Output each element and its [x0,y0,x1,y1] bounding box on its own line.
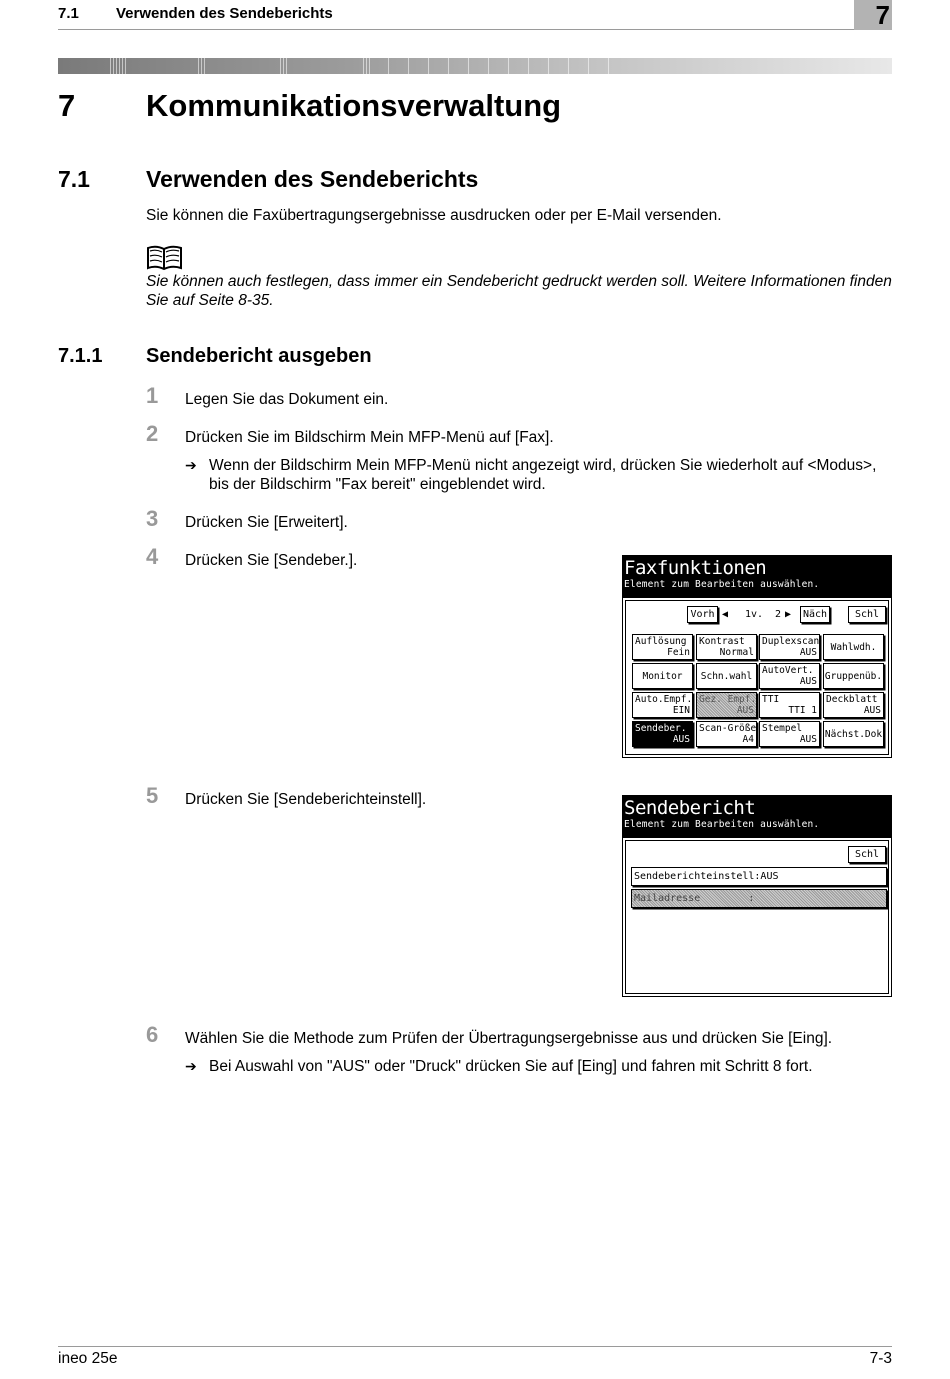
step-6-number: 6 [146,1022,159,1047]
contrast-button[interactable] [696,634,757,660]
step-6-subtext: Bei Auswahl von "AUS" oder "Druck" drücken Sie auf [Eing] und fahren mit Schritt 8 fort. [209,1058,813,1075]
step-2-subtext-line-1: Wenn der Bildschirm Mein MFP-Menü nicht angezeigt wird, drücken Sie wiederholt auf <Modus>, [209,457,877,474]
step-6-arrow: ➔ [185,1058,197,1074]
page-indicator: 1v. [745,609,764,620]
report-setting-row[interactable]: Sendeberichteinstell:AUS [631,867,887,886]
step-5-text: Drücken Sie [Sendeberichteinstell]. [185,791,427,808]
section-intro: Sie können die Faxübertragungsergebnisse ausdrucken oder per E-Mail versenden. [146,207,722,224]
redial-label: Wahlwdh. [830,642,877,653]
cover-sheet-label: Deckblatt [826,694,878,705]
left-triangle-icon: ◀ [722,609,729,620]
footer-page-number: 7-3 [869,1350,892,1367]
footer-divider [58,1346,892,1347]
auto-reduce-button[interactable] [759,663,820,689]
step-1-number: 1 [146,383,159,408]
screen-title: Faxfunktionen [624,557,767,579]
step-2-subtext [209,456,899,494]
duplex-scan-value: AUS [799,647,817,658]
speed-dial-button[interactable] [696,663,757,689]
auto-receive-label: Auto.Empf. [635,694,693,705]
note-line-2: Sie auf Seite 8-35. [146,292,274,309]
auto-reduce-label: AutoVert. [762,665,814,676]
running-header-number: 7.1 [58,5,79,22]
screen-subtitle: Element zum Bearbeiten auswählen. [624,579,820,590]
next-page-button[interactable]: Näch [800,606,830,623]
transmission-report-value: AUS [672,734,690,745]
duplex-scan-button[interactable] [759,634,820,660]
resolution-button[interactable] [632,634,693,660]
step-2-subtext-line-2: bis der Bildschirm "Fax bereit" eingeblendet wird. [209,476,546,493]
mail-address-row: Mailadresse : [631,889,887,908]
next-document-button[interactable] [823,721,884,747]
contrast-label: Kontrast [699,636,745,647]
prev-page-button[interactable]: Vorh [687,606,718,623]
note-text [146,272,896,310]
polling-receive-label: Gez. Empf. [699,694,757,705]
group-transmission-label: Gruppenüb. [824,671,883,682]
tti-button[interactable] [759,692,820,718]
group-transmission-button[interactable] [823,663,884,689]
resolution-label: Auflösung [635,636,687,647]
transmission-report-label: Sendeber. [635,723,687,734]
transmission-report-screen [622,795,892,997]
auto-receive-value: EIN [672,705,690,716]
stamp-value: AUS [799,734,817,745]
book-icon [146,244,183,271]
scan-size-label: Scan-Größe [699,723,757,734]
step-1-text: Legen Sie das Dokument ein. [185,391,389,408]
contrast-value: Normal [719,647,754,658]
right-triangle-icon: ▶ [785,609,792,620]
polling-receive-button [696,692,757,718]
transmission-report-button[interactable] [632,721,693,747]
screen-subtitle: Element zum Bearbeiten auswählen. [624,819,820,830]
polling-receive-value: AUS [736,705,754,716]
auto-receive-button[interactable] [632,692,693,718]
scan-size-button[interactable] [696,721,757,747]
step-4-number: 4 [146,544,159,569]
monitor-label: Monitor [642,671,683,682]
decorative-bar [58,58,892,74]
monitor-button[interactable] [632,663,693,689]
footer-product: ineo 25e [58,1350,118,1367]
stamp-label: Stempel [762,723,803,734]
step-2-number: 2 [146,421,159,446]
section-title: Verwenden des Sendeberichts [146,166,479,192]
subsection-title: Sendebericht ausgeben [146,345,372,367]
step-2-text: Drücken Sie im Bildschirm Mein MFP-Menü auf [Fax]. [185,429,554,446]
tti-value: TTI 1 [788,705,817,716]
note-line-1: Sie können auch festlegen, dass immer ein Sendebericht gedruckt werden soll. Weitere Informationen finden [146,273,892,290]
step-2-arrow: ➔ [185,457,197,473]
screen-header [623,556,891,598]
chapter-title: Kommunikationsverwaltung [146,88,562,123]
chapter-number: 7 [58,88,76,123]
running-header [58,0,892,30]
screen-title: Sendebericht [624,797,756,819]
chapter-tab [854,0,892,30]
auto-reduce-value: AUS [799,676,817,687]
step-5-number: 5 [146,783,159,808]
speed-dial-label: Schn.wahl [700,671,753,682]
page-total: 2 [775,609,782,620]
resolution-value: Fein [667,647,690,658]
screen-header [623,796,891,838]
step-4-text: Drücken Sie [Sendeber.]. [185,552,358,569]
step-6-text: Wählen Sie die Methode zum Prüfen der Übertragungsergebnisse aus und drücken Sie [Eing]. [185,1030,833,1047]
step-3-text: Drücken Sie [Erweitert]. [185,514,348,531]
tti-label: TTI [762,694,780,705]
stamp-button[interactable] [759,721,820,747]
fax-functions-screen [622,555,892,758]
section-number: 7.1 [58,166,90,192]
redial-button[interactable] [823,634,884,660]
subsection-number: 7.1.1 [58,345,103,367]
running-header-title: Verwenden des Sendeberichts [116,5,333,22]
step-3-number: 3 [146,506,159,531]
chapter-tab-number: 7 [875,0,890,30]
duplex-scan-label: Duplexscan [762,636,820,647]
close-button[interactable]: Schl [848,846,886,863]
close-button[interactable]: Schl [848,606,886,623]
screen-body [625,600,889,755]
cover-sheet-button[interactable] [823,692,884,718]
scan-size-value: A4 [742,734,754,745]
screen-body [625,840,889,994]
next-document-label: Nächst.Dok [824,729,883,740]
cover-sheet-value: AUS [863,705,881,716]
